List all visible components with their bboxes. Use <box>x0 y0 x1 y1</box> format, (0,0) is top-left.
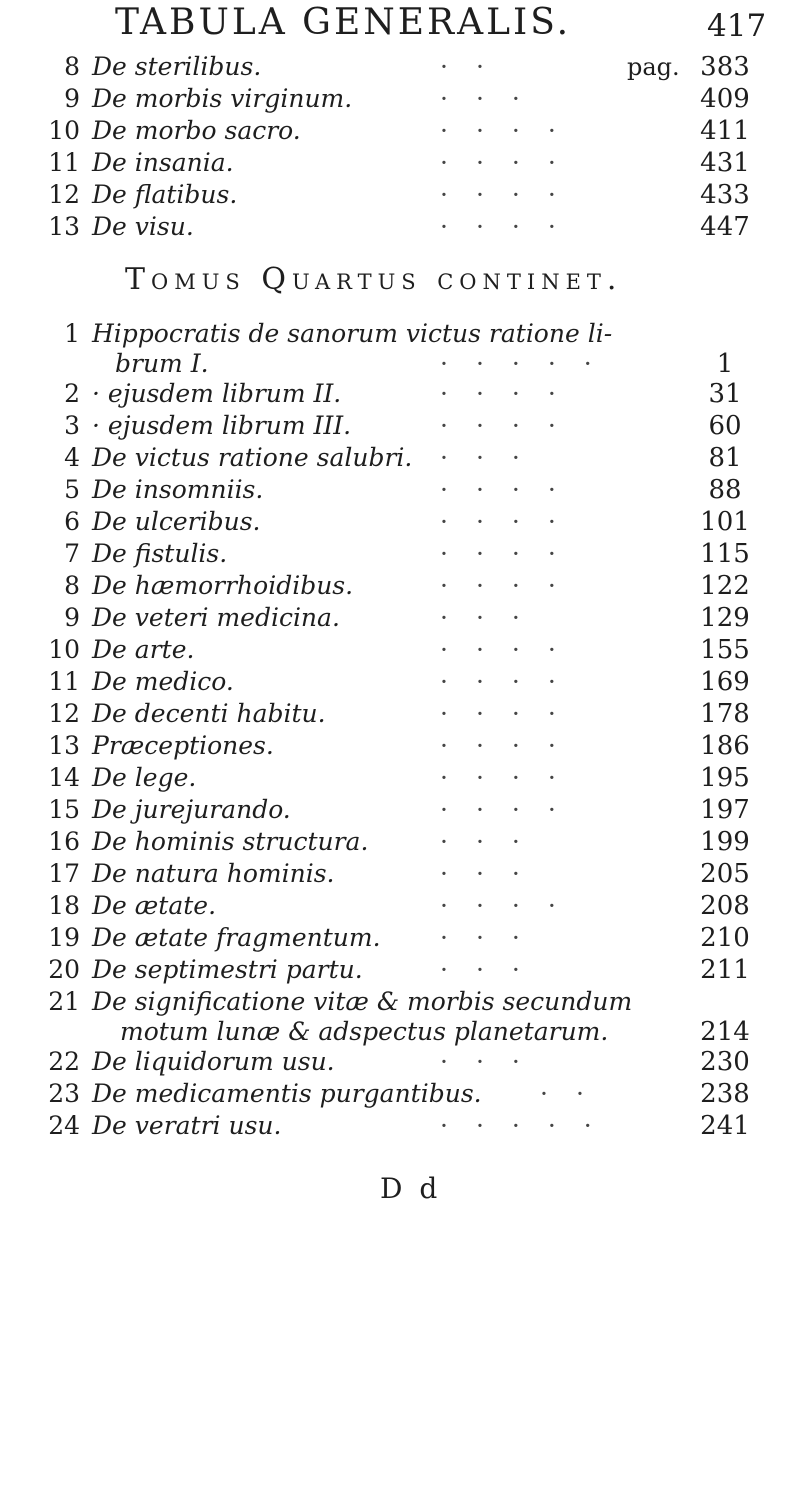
leader-dots: ·· <box>540 1079 612 1108</box>
entry-page: 409 <box>700 84 750 114</box>
entry-number: 10 <box>48 635 80 664</box>
entry-number: 9 <box>64 84 80 113</box>
leader-dots: ···· <box>440 507 584 536</box>
entry-title: De sterilibus. <box>92 52 262 81</box>
entry-number: 9 <box>64 603 80 632</box>
leader-dots: ··· <box>440 84 548 113</box>
running-title: TABULA GENERALIS. <box>115 2 572 43</box>
toc-entry <box>0 602 790 634</box>
entry-title: De liquidorum usu. <box>92 1047 335 1076</box>
entry-page: 60 <box>708 411 742 441</box>
entry-page: 129 <box>700 603 750 633</box>
entry-page: 31 <box>708 379 742 409</box>
entry-page: 211 <box>700 955 750 985</box>
toc-entry <box>0 922 790 954</box>
entry-title: De septimestri partu. <box>92 955 363 984</box>
entry-page: 197 <box>700 795 750 825</box>
entry-page: 241 <box>700 1111 750 1141</box>
entry-page: 214 <box>700 1017 750 1047</box>
entry-page: 238 <box>700 1079 750 1109</box>
pag-label: pag. <box>627 53 680 81</box>
entry-title: De hæmorrhoidibus. <box>92 571 354 600</box>
leader-dots: ···· <box>440 667 584 696</box>
entry-title-line1: De significatione vitæ & morbis secundum <box>92 987 633 1016</box>
toc-entry <box>0 698 790 730</box>
toc-entry <box>0 318 790 350</box>
entry-page: 383 <box>700 52 750 82</box>
entry-title: De veratri usu. <box>92 1111 282 1140</box>
entry-number: 2 <box>64 379 80 408</box>
entry-page: 230 <box>700 1047 750 1077</box>
leader-dots: ···· <box>440 891 584 920</box>
leader-dots: ···· <box>440 411 584 440</box>
entry-number: 10 <box>48 116 80 145</box>
toc-entry <box>0 570 790 602</box>
entry-title: De insania. <box>92 148 234 177</box>
entry-title: De jurejurando. <box>92 795 291 824</box>
entry-page: 186 <box>700 731 750 761</box>
entry-title-line1: Hippocratis de sanorum victus ratione li- <box>92 319 613 348</box>
entry-page: 431 <box>700 148 750 178</box>
leader-dots: ···· <box>440 148 584 177</box>
leader-dots: ···· <box>440 539 584 568</box>
entry-page: 101 <box>700 507 750 537</box>
entry-number: 12 <box>48 180 80 209</box>
toc-entry <box>0 890 790 922</box>
toc-entry <box>0 378 790 410</box>
entry-page: 210 <box>700 923 750 953</box>
entry-page: 195 <box>700 763 750 793</box>
entry-title: De ætate fragmentum. <box>92 923 381 952</box>
entry-title: De morbo sacro. <box>92 116 301 145</box>
entry-title: De visu. <box>92 212 194 241</box>
entry-number: 11 <box>48 148 80 177</box>
entry-page: 205 <box>700 859 750 889</box>
toc-entry <box>0 1046 790 1078</box>
entry-number: 6 <box>64 507 80 536</box>
toc-entry <box>0 794 790 826</box>
toc-entry <box>0 506 790 538</box>
leader-dots: ·· <box>440 52 512 81</box>
leader-dots: ···· <box>440 795 584 824</box>
toc-entry <box>0 634 790 666</box>
leader-dots: ····· <box>440 349 620 378</box>
leader-dots: ···· <box>440 379 584 408</box>
entry-number: 21 <box>48 987 80 1016</box>
entry-page: 81 <box>708 443 742 473</box>
entry-number: 4 <box>64 443 80 472</box>
leader-dots: ···· <box>440 180 584 209</box>
leader-dots: ···· <box>440 635 584 664</box>
entry-title: De natura hominis. <box>92 859 335 888</box>
toc-entry <box>0 51 790 83</box>
leader-dots: ···· <box>440 699 584 728</box>
leader-dots: ···· <box>440 763 584 792</box>
entry-page: 115 <box>700 539 750 569</box>
entry-number: 19 <box>48 923 80 952</box>
leader-dots: ··· <box>440 859 548 888</box>
entry-number: 1 <box>64 319 80 348</box>
toc-entry <box>0 115 790 147</box>
entry-number: 3 <box>64 411 80 440</box>
entry-number: 5 <box>64 475 80 504</box>
leader-dots: ····· <box>440 1111 620 1140</box>
leader-dots: ···· <box>440 212 584 241</box>
entry-title: Præceptiones. <box>92 731 274 760</box>
leader-dots: ···· <box>440 571 584 600</box>
entry-page: 155 <box>700 635 750 665</box>
entry-page: 208 <box>700 891 750 921</box>
toc-entry <box>0 211 790 243</box>
entry-title: · ejusdem librum III. <box>92 411 352 440</box>
leader-dots: ··· <box>440 827 548 856</box>
entry-title: De arte. <box>92 635 195 664</box>
section-title: Tomus Quartus continet. <box>125 262 623 297</box>
toc-entry <box>0 762 790 794</box>
leader-dots: ···· <box>440 475 584 504</box>
leader-dots: ···· <box>440 731 584 760</box>
entry-title: De ætate. <box>92 891 217 920</box>
entry-number: 24 <box>48 1111 80 1140</box>
entry-title: De ulceribus. <box>92 507 261 536</box>
entry-page: 1 <box>716 349 734 379</box>
entry-title: De fistulis. <box>92 539 228 568</box>
toc-entry <box>0 538 790 570</box>
entry-title: De morbis virginum. <box>92 84 353 113</box>
entry-page: 169 <box>700 667 750 697</box>
toc-entry-continued <box>0 1016 790 1048</box>
leader-dots: ··· <box>440 955 548 984</box>
toc-entry <box>0 179 790 211</box>
entry-number: 18 <box>48 891 80 920</box>
toc-entry <box>0 858 790 890</box>
entry-number: 11 <box>48 667 80 696</box>
toc-entry <box>0 666 790 698</box>
entry-number: 12 <box>48 699 80 728</box>
entry-title: De medicamentis purgantibus. <box>92 1079 482 1108</box>
toc-entry <box>0 954 790 986</box>
toc-entry <box>0 410 790 442</box>
entry-title: De insomniis. <box>92 475 264 504</box>
entry-page: 122 <box>700 571 750 601</box>
entry-number: 17 <box>48 859 80 888</box>
entry-title: De hominis structura. <box>92 827 369 856</box>
entry-number: 15 <box>48 795 80 824</box>
entry-title-line2: motum lunæ & adspectus planetarum. <box>120 1017 609 1046</box>
leader-dots: ··· <box>440 1047 548 1076</box>
toc-entry <box>0 986 790 1018</box>
entry-number: 13 <box>48 212 80 241</box>
leader-dots: ··· <box>440 923 548 952</box>
leader-dots: ··· <box>440 443 548 472</box>
toc-entry <box>0 442 790 474</box>
signature-mark: D d <box>380 1172 442 1205</box>
toc-entry <box>0 826 790 858</box>
leader-dots: ··· <box>440 603 548 632</box>
entry-title: De victus ratione salubri. <box>92 443 413 472</box>
entry-number: 16 <box>48 827 80 856</box>
entry-number: 13 <box>48 731 80 760</box>
entry-title: De flatibus. <box>92 180 238 209</box>
entry-page: 447 <box>700 212 750 242</box>
entry-page: 411 <box>700 116 750 146</box>
leader-dots: ···· <box>440 116 584 145</box>
toc-entry <box>0 1110 790 1142</box>
toc-entry <box>0 730 790 762</box>
entry-page: 178 <box>700 699 750 729</box>
entry-page: 199 <box>700 827 750 857</box>
entry-number: 20 <box>48 955 80 984</box>
toc-entry <box>0 1078 790 1110</box>
page-folio: 417 <box>707 8 767 44</box>
entry-number: 8 <box>64 571 80 600</box>
entry-title: De veteri medicina. <box>92 603 340 632</box>
entry-page: 433 <box>700 180 750 210</box>
entry-title-line2: brum I. <box>115 349 209 378</box>
toc-entry <box>0 147 790 179</box>
entry-number: 8 <box>64 52 80 81</box>
entry-title: De medico. <box>92 667 234 696</box>
entry-page: 88 <box>708 475 742 505</box>
toc-entry <box>0 474 790 506</box>
entry-number: 7 <box>64 539 80 568</box>
entry-title: De decenti habitu. <box>92 699 326 728</box>
toc-entry <box>0 83 790 115</box>
entry-number: 22 <box>48 1047 80 1076</box>
toc-entry-continued <box>0 348 790 380</box>
entry-number: 23 <box>48 1079 80 1108</box>
entry-number: 14 <box>48 763 80 792</box>
entry-title: De lege. <box>92 763 197 792</box>
entry-title: · ejusdem librum II. <box>92 379 342 408</box>
